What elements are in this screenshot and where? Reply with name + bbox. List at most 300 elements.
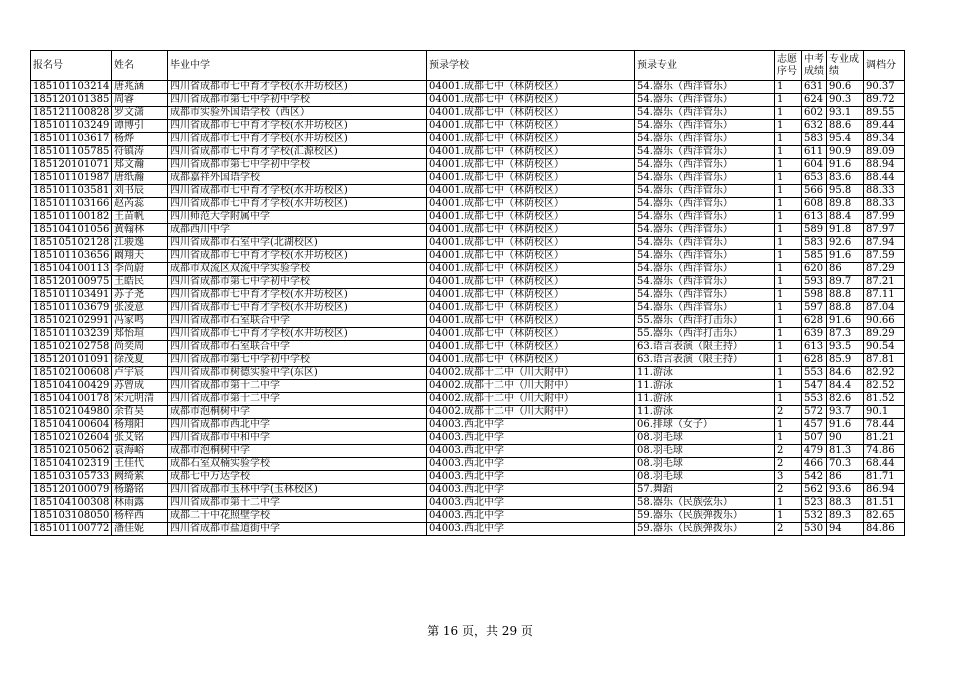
- cell-name: 刘书辰: [112, 185, 168, 198]
- cell-transfer-score: 88.44: [864, 172, 905, 185]
- cell-graduate-school: 成都嘉祥外国语学校: [168, 172, 427, 185]
- cell-major-score: 91.8: [827, 224, 864, 237]
- cell-choice-order: 2: [775, 523, 802, 536]
- cell-admitted-school: 04001.成都七中（林荫校区）: [427, 341, 635, 354]
- cell-admitted-major: 54.器乐（西洋管乐）: [635, 250, 775, 263]
- cell-name: 王佳代: [112, 458, 168, 471]
- cell-name: 卢宇宸: [112, 367, 168, 380]
- cell-choice-order: 1: [775, 276, 802, 289]
- cell-name: 唐纸瀚: [112, 172, 168, 185]
- cell-admitted-major: 54.器乐（西洋管乐）: [635, 263, 775, 276]
- cell-major-score: 89.3: [827, 510, 864, 523]
- cell-admitted-major: 63.语言表演（限主持）: [635, 354, 775, 367]
- cell-name: 王苗帆: [112, 211, 168, 224]
- cell-graduate-school: 四川省成都市七中育才学校(水井坊校区): [168, 81, 427, 94]
- table-row: [31, 406, 905, 419]
- cell-transfer-score: 89.34: [864, 133, 905, 146]
- cell-major-score: 90.3: [827, 94, 864, 107]
- cell-name: 冯家鸣: [112, 315, 168, 328]
- cell-exam-score: 542: [802, 471, 827, 484]
- table-row: [31, 432, 905, 445]
- cell-admitted-major: 54.器乐（西洋管乐）: [635, 198, 775, 211]
- cell-graduate-school: 成都市泡桐树中学: [168, 445, 427, 458]
- table-row: [31, 172, 905, 185]
- cell-transfer-score: 90.54: [864, 341, 905, 354]
- cell-transfer-score: 90.1: [864, 406, 905, 419]
- cell-admitted-major: 59.器乐（民族弹拨乐）: [635, 510, 775, 523]
- cell-admitted-school: 04001.成都七中（林荫校区）: [427, 172, 635, 185]
- cell-transfer-score: 82.92: [864, 367, 905, 380]
- cell-admitted-major: 08.羽毛球: [635, 471, 775, 484]
- cell-transfer-score: 78.44: [864, 419, 905, 432]
- cell-exam-score: 639: [802, 328, 827, 341]
- cell-admitted-major: 54.器乐（西洋管乐）: [635, 211, 775, 224]
- cell-admitted-major: 54.器乐（西洋管乐）: [635, 107, 775, 120]
- cell-registration-no: 185103108050: [31, 510, 112, 523]
- cell-choice-order: 1: [775, 328, 802, 341]
- cell-choice-order: 1: [775, 393, 802, 406]
- cell-name: 尚奕周: [112, 341, 168, 354]
- cell-admitted-school: 04003.西北中学: [427, 497, 635, 510]
- cell-transfer-score: 87.21: [864, 276, 905, 289]
- cell-major-score: 88.8: [827, 289, 864, 302]
- cell-graduate-school: 四川省成都市七中育才学校(水井坊校区): [168, 289, 427, 302]
- cell-admitted-school: 04001.成都七中（林荫校区）: [427, 250, 635, 263]
- cell-transfer-score: 74.86: [864, 445, 905, 458]
- cell-admitted-major: 08.羽毛球: [635, 445, 775, 458]
- cell-admitted-major: 06.排球（女子）: [635, 419, 775, 432]
- header-admitted-school: 预录学校: [427, 51, 635, 81]
- cell-choice-order: 2: [775, 445, 802, 458]
- header-name: 姓名: [112, 51, 168, 81]
- cell-choice-order: 1: [775, 510, 802, 523]
- cell-exam-score: 604: [802, 159, 827, 172]
- cell-choice-order: 1: [775, 367, 802, 380]
- cell-admitted-major: 59.器乐（民族弹拨乐）: [635, 523, 775, 536]
- cell-graduate-school: 四川省成都市七中育才学校(水井坊校区): [168, 185, 427, 198]
- cell-choice-order: 2: [775, 484, 802, 497]
- cell-exam-score: 624: [802, 94, 827, 107]
- cell-name: 杨璐铭: [112, 484, 168, 497]
- cell-registration-no: 185120100079: [31, 484, 112, 497]
- cell-graduate-school: 四川省成都市树德实验中学(东区): [168, 367, 427, 380]
- cell-major-score: 70.3: [827, 458, 864, 471]
- cell-admitted-school: 04001.成都七中（林荫校区）: [427, 276, 635, 289]
- cell-admitted-school: 04002.成都十二中（川大附中）: [427, 406, 635, 419]
- cell-registration-no: 185101103581: [31, 185, 112, 198]
- cell-choice-order: 1: [775, 237, 802, 250]
- cell-transfer-score: 88.33: [864, 198, 905, 211]
- cell-graduate-school: 四川省成都市玉林中学(玉林校区): [168, 484, 427, 497]
- cell-registration-no: 185102102758: [31, 341, 112, 354]
- cell-major-score: 84.6: [827, 367, 864, 380]
- cell-choice-order: 1: [775, 250, 802, 263]
- cell-registration-no: 185101103656: [31, 250, 112, 263]
- cell-registration-no: 185120101091: [31, 354, 112, 367]
- cell-registration-no: 185104100604: [31, 419, 112, 432]
- cell-choice-order: 1: [775, 185, 802, 198]
- table-row: [31, 185, 905, 198]
- cell-major-score: 83.6: [827, 172, 864, 185]
- cell-registration-no: 185102105062: [31, 445, 112, 458]
- cell-admitted-major: 54.器乐（西洋管乐）: [635, 94, 775, 107]
- cell-admitted-major: 08.羽毛球: [635, 432, 775, 445]
- cell-choice-order: 1: [775, 380, 802, 393]
- cell-major-score: 88.4: [827, 211, 864, 224]
- cell-choice-order: 1: [775, 94, 802, 107]
- table-row: [31, 107, 905, 120]
- cell-admitted-major: 54.器乐（西洋管乐）: [635, 276, 775, 289]
- cell-graduate-school: 四川省成都市七中育才学校(水井坊校区): [168, 133, 427, 146]
- cell-transfer-score: 89.55: [864, 107, 905, 120]
- table-row: [31, 146, 905, 159]
- cell-major-score: 87.3: [827, 328, 864, 341]
- cell-admitted-major: 55.器乐（西洋打击乐）: [635, 315, 775, 328]
- cell-choice-order: 1: [775, 107, 802, 120]
- cell-choice-order: 1: [775, 159, 802, 172]
- table-row: [31, 263, 905, 276]
- table-row: [31, 367, 905, 380]
- cell-exam-score: 572: [802, 406, 827, 419]
- cell-transfer-score: 87.97: [864, 224, 905, 237]
- cell-major-score: 86: [827, 263, 864, 276]
- cell-major-score: 89.8: [827, 198, 864, 211]
- cell-exam-score: 597: [802, 302, 827, 315]
- cell-major-score: 82.6: [827, 393, 864, 406]
- cell-admitted-major: 54.器乐（西洋管乐）: [635, 120, 775, 133]
- cell-admitted-major: 08.羽毛球: [635, 458, 775, 471]
- table-row: [31, 94, 905, 107]
- cell-name: 潘佳妮: [112, 523, 168, 536]
- cell-admitted-school: 04001.成都七中（林荫校区）: [427, 263, 635, 276]
- cell-major-score: 95.4: [827, 133, 864, 146]
- cell-exam-score: 593: [802, 276, 827, 289]
- cell-major-score: 93.1: [827, 107, 864, 120]
- cell-admitted-major: 54.器乐（西洋管乐）: [635, 224, 775, 237]
- cell-admitted-major: 11.游泳: [635, 380, 775, 393]
- table-row: [31, 315, 905, 328]
- cell-graduate-school: 四川省成都市七中育才学校(水井坊校区): [168, 328, 427, 341]
- cell-choice-order: 3: [775, 471, 802, 484]
- cell-transfer-score: 81.71: [864, 471, 905, 484]
- cell-exam-score: 653: [802, 172, 827, 185]
- cell-major-score: 81.3: [827, 445, 864, 458]
- cell-choice-order: 1: [775, 315, 802, 328]
- cell-choice-order: 2: [775, 406, 802, 419]
- cell-admitted-school: 04001.成都七中（林荫校区）: [427, 185, 635, 198]
- table-row: [31, 250, 905, 263]
- cell-graduate-school: 四川省成都市中和中学: [168, 432, 427, 445]
- cell-registration-no: 185104100113: [31, 263, 112, 276]
- cell-name: 罗文潇: [112, 107, 168, 120]
- cell-exam-score: 457: [802, 419, 827, 432]
- cell-choice-order: 1: [775, 289, 802, 302]
- cell-exam-score: 532: [802, 510, 827, 523]
- header-transfer-score: 调档分: [864, 51, 905, 81]
- cell-major-score: 95.8: [827, 185, 864, 198]
- cell-transfer-score: 87.99: [864, 211, 905, 224]
- cell-admitted-major: 54.器乐（西洋管乐）: [635, 133, 775, 146]
- cell-registration-no: 185101101987: [31, 172, 112, 185]
- cell-admitted-school: 04001.成都七中（林荫校区）: [427, 94, 635, 107]
- cell-graduate-school: 成都七中万达学校: [168, 471, 427, 484]
- cell-exam-score: 611: [802, 146, 827, 159]
- cell-exam-score: 620: [802, 263, 827, 276]
- cell-registration-no: 185120101071: [31, 159, 112, 172]
- table-row: [31, 133, 905, 146]
- cell-graduate-school: 四川省成都市七中育才学校(水井坊校区): [168, 198, 427, 211]
- page-footer: 第 16 页，共 29 页: [427, 624, 533, 638]
- cell-admitted-major: 55.器乐（西洋打击乐）: [635, 328, 775, 341]
- cell-exam-score: 585: [802, 250, 827, 263]
- header-choice-order: 志愿序号: [775, 51, 802, 81]
- cell-choice-order: 1: [775, 419, 802, 432]
- cell-admitted-school: 04001.成都七中（林荫校区）: [427, 224, 635, 237]
- cell-major-score: 93.6: [827, 484, 864, 497]
- cell-major-score: 91.6: [827, 315, 864, 328]
- cell-transfer-score: 87.94: [864, 237, 905, 250]
- cell-registration-no: 185101103617: [31, 133, 112, 146]
- cell-major-score: 88.3: [827, 497, 864, 510]
- cell-admitted-school: 04001.成都七中（林荫校区）: [427, 198, 635, 211]
- cell-registration-no: 185101103249: [31, 120, 112, 133]
- cell-admitted-school: 04003.西北中学: [427, 523, 635, 536]
- cell-major-score: 91.6: [827, 419, 864, 432]
- cell-major-score: 90.6: [827, 81, 864, 94]
- cell-name: 江骏逸: [112, 237, 168, 250]
- cell-registration-no: 185104101056: [31, 224, 112, 237]
- cell-registration-no: 185101100772: [31, 523, 112, 536]
- cell-transfer-score: 81.21: [864, 432, 905, 445]
- cell-transfer-score: 90.37: [864, 81, 905, 94]
- cell-registration-no: 185102102991: [31, 315, 112, 328]
- cell-transfer-score: 90.66: [864, 315, 905, 328]
- cell-admitted-school: 04001.成都七中（林荫校区）: [427, 146, 635, 159]
- cell-graduate-school: 四川省成都市第七中学初中学校: [168, 354, 427, 367]
- cell-admitted-school: 04001.成都七中（林荫校区）: [427, 120, 635, 133]
- cell-transfer-score: 87.29: [864, 263, 905, 276]
- cell-transfer-score: 88.33: [864, 185, 905, 198]
- table-row: [31, 484, 905, 497]
- table-row: [31, 523, 905, 536]
- cell-name: 张凌意: [112, 302, 168, 315]
- cell-admitted-major: 54.器乐（西洋管乐）: [635, 237, 775, 250]
- cell-admitted-major: 54.器乐（西洋管乐）: [635, 289, 775, 302]
- admission-table: [30, 50, 905, 536]
- cell-choice-order: 1: [775, 224, 802, 237]
- cell-graduate-school: 四川省成都市七中育才学校(汇源校区): [168, 146, 427, 159]
- cell-admitted-school: 04003.西北中学: [427, 432, 635, 445]
- cell-registration-no: 185102100608: [31, 367, 112, 380]
- cell-registration-no: 185102104980: [31, 406, 112, 419]
- header-admitted-major: 预录专业: [635, 51, 775, 81]
- cell-graduate-school: 四川省成都市七中育才学校(水井坊校区): [168, 120, 427, 133]
- cell-name: 周睿: [112, 94, 168, 107]
- cell-transfer-score: 89.29: [864, 328, 905, 341]
- cell-graduate-school: 四川省成都市七中育才学校(水井坊校区): [168, 250, 427, 263]
- cell-exam-score: 613: [802, 211, 827, 224]
- cell-graduate-school: 四川省成都市第七中学初中学校: [168, 94, 427, 107]
- cell-graduate-school: 成都西川中学: [168, 224, 427, 237]
- table-row: [31, 276, 905, 289]
- cell-admitted-major: 57.舞蹈: [635, 484, 775, 497]
- cell-graduate-school: 四川省成都市石室联合中学: [168, 341, 427, 354]
- cell-graduate-school: 成都市实验外国语学校（西区）: [168, 107, 427, 120]
- cell-exam-score: 589: [802, 224, 827, 237]
- cell-transfer-score: 82.52: [864, 380, 905, 393]
- cell-name: 余哲昊: [112, 406, 168, 419]
- cell-admitted-major: 54.器乐（西洋管乐）: [635, 81, 775, 94]
- cell-transfer-score: 87.81: [864, 354, 905, 367]
- cell-name: 张艾铭: [112, 432, 168, 445]
- header-exam-score: 中考成绩: [802, 51, 827, 81]
- cell-exam-score: 562: [802, 484, 827, 497]
- cell-registration-no: 185120101385: [31, 94, 112, 107]
- cell-admitted-school: 04003.西北中学: [427, 510, 635, 523]
- cell-exam-score: 479: [802, 445, 827, 458]
- table-row: [31, 419, 905, 432]
- cell-name: 黄翰林: [112, 224, 168, 237]
- cell-registration-no: 185104102319: [31, 458, 112, 471]
- table-row: [31, 289, 905, 302]
- cell-name: 谭博引: [112, 120, 168, 133]
- cell-admitted-major: 54.器乐（西洋管乐）: [635, 302, 775, 315]
- cell-exam-score: 466: [802, 458, 827, 471]
- table-row: [31, 198, 905, 211]
- cell-admitted-school: 04001.成都七中（林荫校区）: [427, 328, 635, 341]
- cell-graduate-school: 成都市双流区双流中学实验学校: [168, 263, 427, 276]
- cell-admitted-major: 54.器乐（西洋管乐）: [635, 159, 775, 172]
- cell-exam-score: 583: [802, 133, 827, 146]
- cell-registration-no: 185101103239: [31, 328, 112, 341]
- cell-graduate-school: 四川省成都市第十二中学: [168, 393, 427, 406]
- cell-choice-order: 1: [775, 341, 802, 354]
- cell-name: 杨翔阳: [112, 419, 168, 432]
- cell-registration-no: 185101105785: [31, 146, 112, 159]
- cell-exam-score: 598: [802, 289, 827, 302]
- cell-choice-order: 1: [775, 497, 802, 510]
- cell-transfer-score: 89.72: [864, 94, 905, 107]
- cell-major-score: 93.5: [827, 341, 864, 354]
- cell-name: 阙绮萦: [112, 471, 168, 484]
- cell-choice-order: 1: [775, 354, 802, 367]
- cell-major-score: 94: [827, 523, 864, 536]
- cell-major-score: 91.6: [827, 159, 864, 172]
- header-major-score: 专业成绩: [827, 51, 864, 81]
- table-body: [31, 81, 905, 536]
- cell-admitted-major: 11.游泳: [635, 367, 775, 380]
- cell-transfer-score: 87.04: [864, 302, 905, 315]
- cell-admitted-major: 11.游泳: [635, 393, 775, 406]
- cell-admitted-school: 04001.成都七中（林荫校区）: [427, 211, 635, 224]
- cell-admitted-school: 04002.成都十二中（川大附中）: [427, 393, 635, 406]
- cell-name: 赵芮蕊: [112, 198, 168, 211]
- cell-registration-no: 185101103166: [31, 198, 112, 211]
- cell-graduate-school: 四川省成都市第七中学初中学校: [168, 159, 427, 172]
- cell-name: 郑文瀚: [112, 159, 168, 172]
- header-graduate-school: 毕业中学: [168, 51, 427, 81]
- cell-transfer-score: 86.94: [864, 484, 905, 497]
- table-row: [31, 81, 905, 94]
- table-row: [31, 341, 905, 354]
- cell-major-score: 88.8: [827, 302, 864, 315]
- cell-transfer-score: 87.11: [864, 289, 905, 302]
- cell-major-score: 88.6: [827, 120, 864, 133]
- cell-registration-no: 185105102128: [31, 237, 112, 250]
- cell-name: 唐兆涵: [112, 81, 168, 94]
- cell-graduate-school: 四川师范大学附属中学: [168, 211, 427, 224]
- cell-exam-score: 613: [802, 341, 827, 354]
- cell-exam-score: 523: [802, 497, 827, 510]
- table-row: [31, 224, 905, 237]
- cell-registration-no: 185104100308: [31, 497, 112, 510]
- cell-major-score: 90.9: [827, 146, 864, 159]
- cell-registration-no: 185101103214: [31, 81, 112, 94]
- cell-exam-score: 631: [802, 81, 827, 94]
- cell-admitted-school: 04001.成都七中（林荫校区）: [427, 237, 635, 250]
- cell-choice-order: 1: [775, 211, 802, 224]
- cell-name: 符镇涛: [112, 146, 168, 159]
- cell-admitted-school: 04001.成都七中（林荫校区）: [427, 81, 635, 94]
- cell-graduate-school: 四川省成都市石室中学(北湖校区): [168, 237, 427, 250]
- table-row: [31, 380, 905, 393]
- cell-transfer-score: 84.86: [864, 523, 905, 536]
- cell-choice-order: 1: [775, 263, 802, 276]
- cell-admitted-school: 04001.成都七中（林荫校区）: [427, 302, 635, 315]
- cell-major-score: 92.6: [827, 237, 864, 250]
- cell-name: 阚翔天: [112, 250, 168, 263]
- cell-name: 袁海峪: [112, 445, 168, 458]
- cell-graduate-school: 成都市泡桐树中学: [168, 406, 427, 419]
- cell-exam-score: 530: [802, 523, 827, 536]
- cell-name: 苏子尧: [112, 289, 168, 302]
- cell-admitted-school: 04003.西北中学: [427, 445, 635, 458]
- cell-graduate-school: 四川省成都市西北中学: [168, 419, 427, 432]
- cell-admitted-school: 04001.成都七中（林荫校区）: [427, 354, 635, 367]
- header-registration-no: 报名号: [31, 51, 112, 81]
- cell-name: 李尚蔚: [112, 263, 168, 276]
- cell-exam-score: 583: [802, 237, 827, 250]
- cell-exam-score: 507: [802, 432, 827, 445]
- table-row: [31, 393, 905, 406]
- cell-choice-order: 1: [775, 120, 802, 133]
- table-row: [31, 328, 905, 341]
- cell-exam-score: 566: [802, 185, 827, 198]
- cell-registration-no: 185103105733: [31, 471, 112, 484]
- cell-admitted-major: 54.器乐（西洋管乐）: [635, 172, 775, 185]
- cell-choice-order: 1: [775, 432, 802, 445]
- cell-graduate-school: 四川省成都市七中育才学校(水井坊校区): [168, 302, 427, 315]
- cell-registration-no: 185104100429: [31, 380, 112, 393]
- cell-admitted-major: 58.器乐（民族弦乐）: [635, 497, 775, 510]
- cell-transfer-score: 81.52: [864, 393, 905, 406]
- cell-transfer-score: 88.94: [864, 159, 905, 172]
- cell-graduate-school: 四川省成都市第七中学初中学校: [168, 276, 427, 289]
- cell-admitted-major: 54.器乐（西洋管乐）: [635, 185, 775, 198]
- cell-name: 徐茂夏: [112, 354, 168, 367]
- cell-transfer-score: 87.59: [864, 250, 905, 263]
- cell-choice-order: 1: [775, 146, 802, 159]
- cell-name: 宋元明清: [112, 393, 168, 406]
- cell-graduate-school: 四川省成都市第十二中学: [168, 497, 427, 510]
- cell-admitted-school: 04001.成都七中（林荫校区）: [427, 315, 635, 328]
- cell-transfer-score: 68.44: [864, 458, 905, 471]
- cell-transfer-score: 82.65: [864, 510, 905, 523]
- cell-registration-no: 185101103679: [31, 302, 112, 315]
- table-header-row: [31, 51, 905, 81]
- cell-exam-score: 628: [802, 354, 827, 367]
- cell-registration-no: 185104100178: [31, 393, 112, 406]
